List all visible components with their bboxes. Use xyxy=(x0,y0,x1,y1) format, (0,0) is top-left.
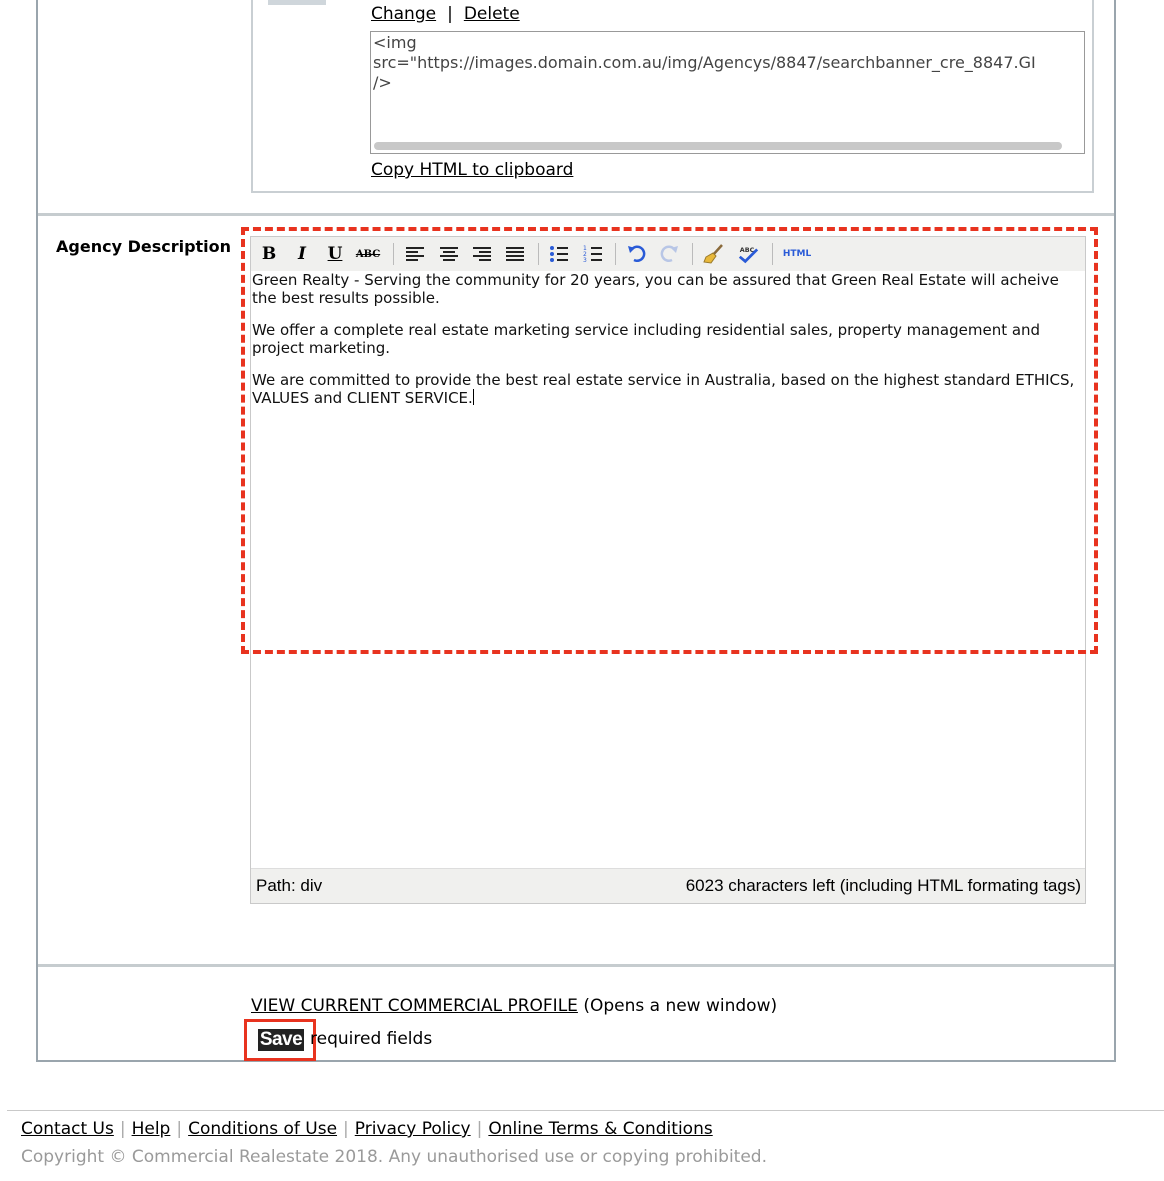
footer-links xyxy=(21,1119,713,1139)
rich-text-editor xyxy=(250,236,1086,904)
footer-link-help[interactable]: Help xyxy=(131,1119,171,1139)
footer-link-privacy[interactable]: Privacy Policy xyxy=(354,1119,471,1139)
description-paragraph: Green Realty - Serving the community for 20 years, you can be assured that Green Real Estate will acheive the best results possible. xyxy=(252,271,1059,307)
toolbar-separator xyxy=(393,243,394,265)
svg-text:1: 1 xyxy=(583,245,587,252)
align-center-icon[interactable] xyxy=(438,244,460,264)
spellcheck-icon[interactable] xyxy=(737,244,759,264)
copyright-text: Copyright © Commercial Realestate 2018. Any unauthorised use or copying prohibited. xyxy=(21,1147,767,1167)
footer-divider xyxy=(7,1110,1164,1111)
align-left-icon[interactable] xyxy=(404,244,426,264)
justify-icon[interactable] xyxy=(504,244,526,264)
underline-button[interactable]: U xyxy=(327,244,343,264)
editor-statusbar xyxy=(251,868,1085,903)
html-source-button[interactable]: HTML xyxy=(782,249,812,259)
bold-button[interactable]: B xyxy=(261,244,277,264)
delete-link[interactable]: Delete xyxy=(463,4,520,24)
required-fields-note: required fields xyxy=(310,1029,433,1049)
toolbar-separator xyxy=(615,243,616,265)
change-link[interactable]: Change xyxy=(371,4,437,24)
save-highlight xyxy=(244,1019,316,1061)
link-separator: | xyxy=(447,4,453,24)
bullet-list-icon[interactable] xyxy=(548,244,570,264)
description-paragraph-text: We are committed to provide the best real estate service in Australia, based on the highest standard ETHICS, VALUES and CLIENT SERVICE. xyxy=(252,371,1075,407)
profile-link-row xyxy=(251,996,777,1016)
numbered-list-icon[interactable] xyxy=(582,244,604,264)
cleanup-broom-icon[interactable] xyxy=(703,244,725,264)
copy-html-link[interactable]: Copy HTML to clipboard xyxy=(371,160,574,180)
description-paragraph xyxy=(252,371,1084,407)
footer-separator: | xyxy=(476,1119,483,1139)
banner-thumbnail xyxy=(268,0,326,5)
redo-icon[interactable] xyxy=(659,244,681,264)
view-profile-link[interactable]: VIEW CURRENT COMMERCIAL PROFILE xyxy=(251,996,578,1016)
horizontal-scrollbar[interactable] xyxy=(374,142,1062,150)
editor-toolbar xyxy=(251,237,1085,271)
italic-button[interactable]: I xyxy=(298,244,306,264)
editor-content-area[interactable] xyxy=(252,271,1084,421)
align-right-icon[interactable] xyxy=(471,244,493,264)
undo-icon[interactable] xyxy=(625,244,647,264)
svg-text:ABC: ABC xyxy=(739,246,755,255)
banner-actions xyxy=(371,4,520,24)
row-divider xyxy=(38,964,1114,967)
characters-left: 6023 characters left (including HTML formating tags) xyxy=(685,876,1081,895)
row-divider xyxy=(38,213,1114,216)
agency-description-label: Agency Description xyxy=(56,237,232,256)
element-path: Path: div xyxy=(256,876,323,895)
footer-separator: | xyxy=(343,1119,349,1139)
toolbar-separator xyxy=(772,243,773,265)
text-caret xyxy=(473,389,474,405)
banner-html-textarea[interactable] xyxy=(370,31,1085,154)
toolbar-separator xyxy=(538,243,539,265)
svg-text:2: 2 xyxy=(583,251,587,258)
toolbar-separator xyxy=(692,243,693,265)
footer-separator: | xyxy=(176,1119,183,1139)
footer-link-conditions[interactable]: Conditions of Use xyxy=(188,1119,338,1139)
profile-link-note: (Opens a new window) xyxy=(577,996,778,1016)
footer-link-terms[interactable]: Online Terms & Conditions xyxy=(488,1119,713,1139)
svg-text:3: 3 xyxy=(583,257,587,263)
strikethrough-button[interactable]: ABC xyxy=(355,248,381,260)
footer-separator: | xyxy=(119,1119,126,1139)
banner-html-code: <img src="https://images.domain.com.au/img/Agencys/8847/searchbanner_cre_8847.GI /> xyxy=(373,33,1036,92)
description-paragraph: We offer a complete real estate marketing service including residential sales, property management and project marketing. xyxy=(252,321,1041,357)
save-button[interactable]: Save xyxy=(259,1029,303,1050)
footer-link-contact[interactable]: Contact Us xyxy=(21,1119,114,1139)
